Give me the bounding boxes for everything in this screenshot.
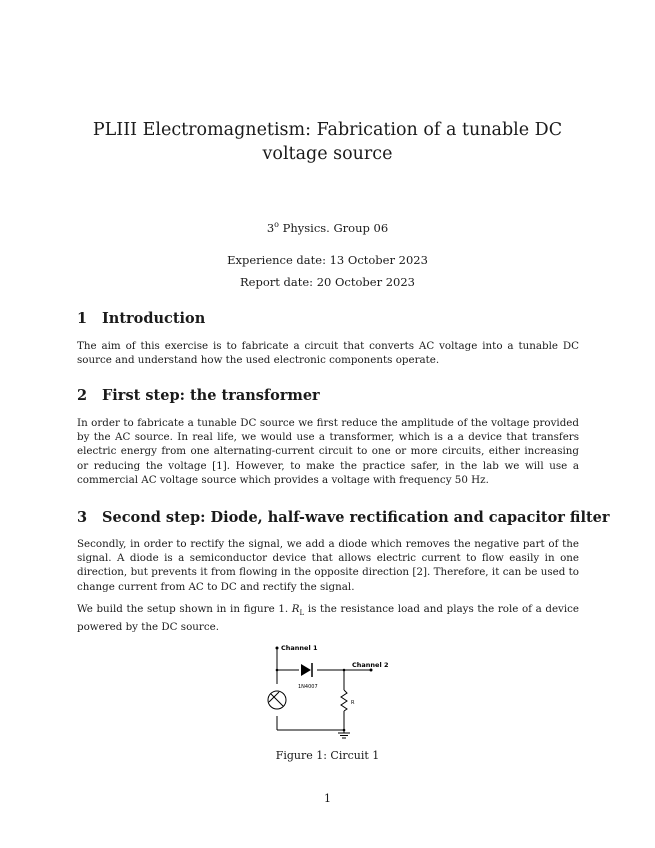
figure-caption: Figure 1: Circuit 1 [275, 749, 380, 762]
section-heading-1: 1 Introduction [77, 310, 206, 327]
section-1-paragraph: The aim of this exercise is to fabricate a circuit that converts AC voltage into a tunable DC source and understand how the used electronic components operate. [77, 340, 579, 367]
section-heading-3: 3 Second step: Diode, half-wave rectification and capacitor filter [77, 509, 610, 526]
section-3-paragraph-1: Secondly, in order to rectify the signal, we add a diode which removes the negative part of the signal. A diode is a semiconductor device that allows electric current to flow easily in one direction, but prevents it from flowing in the opposite direction [2]. Therefore, it can be used to change current from AC to DC and rectify the signal. [77, 538, 579, 593]
figure-1-circuit [259, 640, 394, 744]
channel-2-label: Channel 2 [352, 661, 389, 669]
channel-1-label: Channel 1 [281, 644, 318, 652]
section-3-paragraph-2: We build the setup shown in in figure 1. $R_L$ is the resistance load and plays the role of a device powered by the DC source. [77, 603, 580, 634]
section-2-paragraph: In order to fabricate a tunable DC source we first reduce the amplitude of the voltage provided by the AC source. In real life, we would use a transformer, which is a a device that transfers electric energy from one alternating-current circuit to one or more circuits, either increasing or reducing the voltage [1]. However, to make the practice safer, in the lab we will use a commercial AC voltage source which provides a voltage with frequency 50 Hz. [77, 417, 579, 486]
section-heading-2: 2 First step: the transformer [77, 387, 320, 404]
experience-date: Experience date: 13 October 2023 [227, 253, 428, 267]
author-line: 3$^o$ Physics. Group 06 [266, 220, 389, 235]
resistor-label: R [351, 700, 355, 706]
diode-icon [301, 664, 311, 676]
paper-title: PLIII Electromagnetism: Fabrication of a tunable DC voltage source [92, 120, 563, 164]
report-date: Report date: 20 October 2023 [240, 275, 415, 289]
circuit-diagram [259, 640, 394, 740]
page-number: 1 [324, 792, 331, 805]
diode-label: 1N4007 [298, 684, 318, 690]
